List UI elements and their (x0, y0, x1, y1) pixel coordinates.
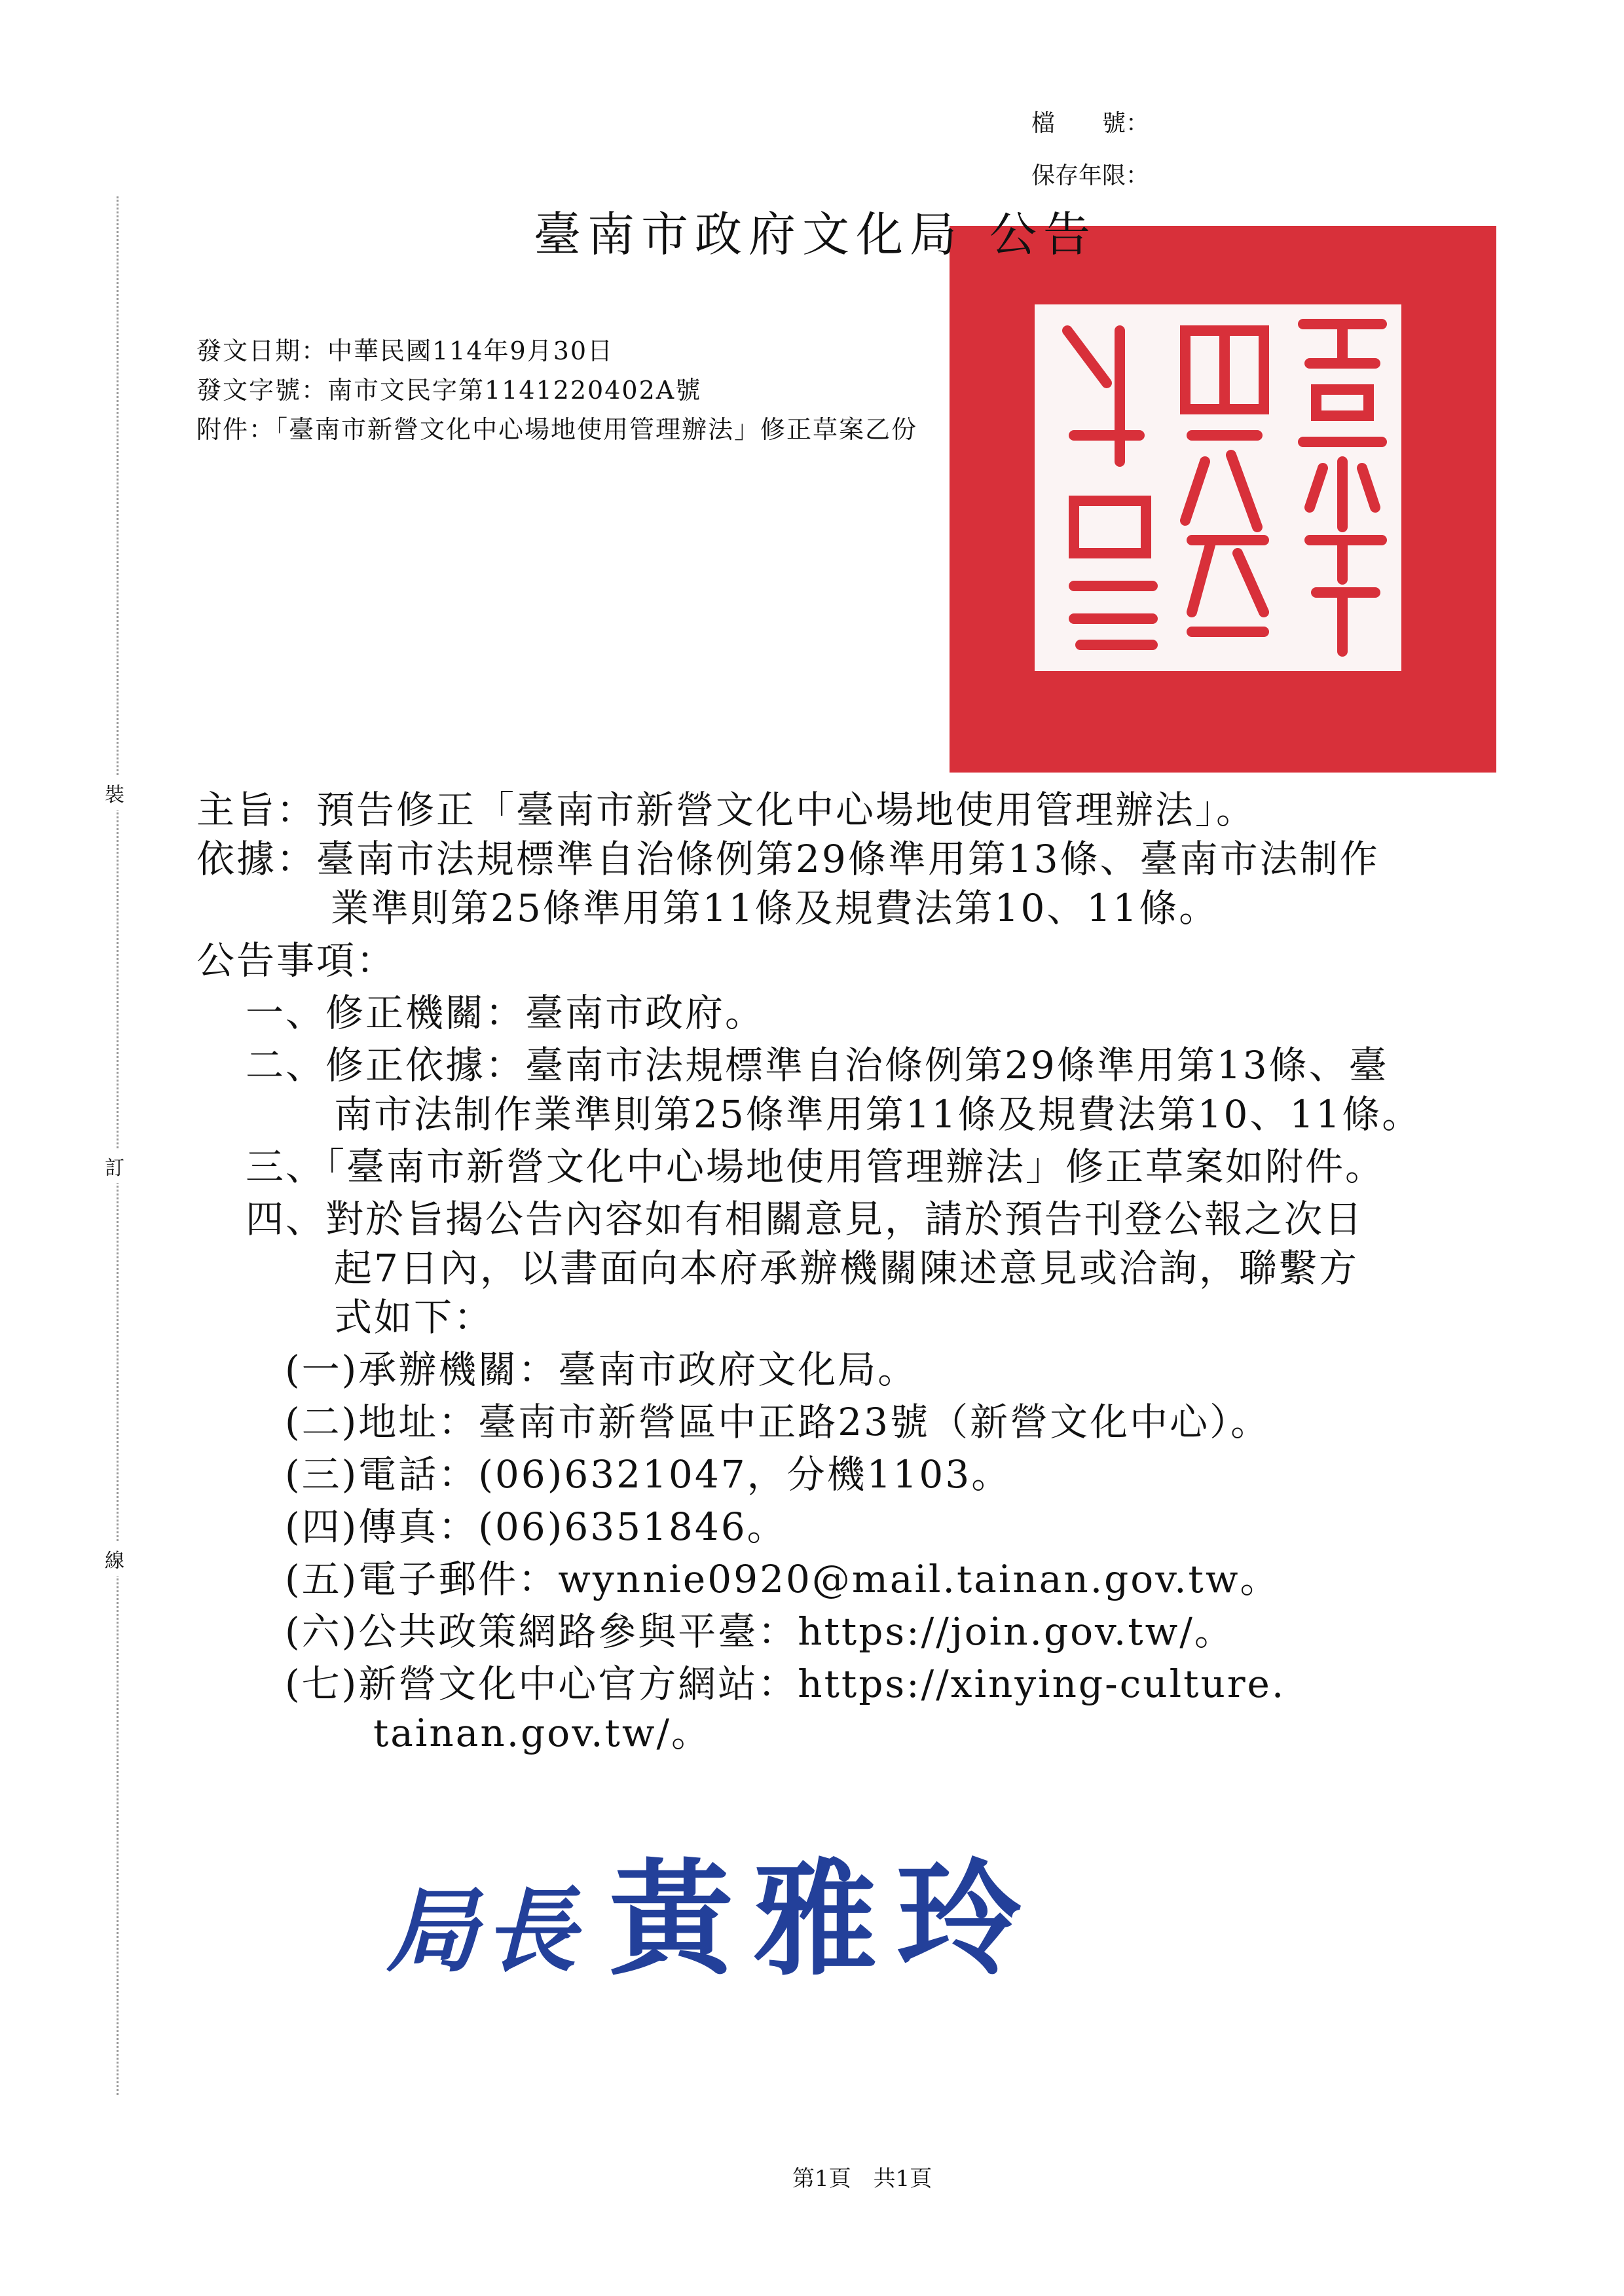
contact-item-number: (七) (285, 1662, 359, 1706)
binding-mark-top: 裝 (105, 776, 124, 810)
contact-item-number: (五) (285, 1557, 359, 1601)
notice-item-text: 修正機關：臺南市政府。 (325, 991, 766, 1035)
document-type: 公告 (989, 207, 1098, 262)
issue-date: 發文日期：中華民國114年9月30日 (196, 337, 614, 365)
notice-item-continuation: 起7日內，以書面向本府承辦機關陳述意見或洽詢，聯繫方 (334, 1246, 1359, 1290)
contact-item-text: 地址：臺南市新營區中正路23號（新營文化中心）。 (358, 1400, 1271, 1444)
subject-label: 主旨： (196, 788, 317, 832)
contact-item-number: (二) (285, 1400, 359, 1444)
contact-item (285, 1653, 1285, 1708)
contact-item (285, 1391, 1270, 1446)
subject-text: 預告修正「臺南市新營文化中心場地使用管理辦法」。 (316, 788, 1257, 832)
notice-item (246, 1034, 1389, 1089)
notice-item-continuation: 南市法制作業準則第25條準用第11條及規費法第10、11條。 (334, 1092, 1422, 1137)
notice-label: 公告事項： (196, 938, 397, 983)
contact-item-text: 公共政策網路參與平臺：https://join.gov.tw/。 (358, 1609, 1234, 1654)
document-number: 發文字號：南市文民字第1141220402A號 (196, 376, 702, 405)
notice-item (246, 1188, 1364, 1243)
contact-item-text: 承辦機關：臺南市政府文化局。 (358, 1347, 918, 1392)
notice-item-number: 一、 (246, 991, 326, 1035)
contact-item-continuation: tainan.gov.tw/。 (373, 1711, 712, 1755)
binding-mark-middle: 訂 (105, 1149, 124, 1183)
contact-item-text: 傳真：(06)6351846。 (358, 1504, 787, 1549)
director-signature (386, 1820, 1041, 1999)
contact-item-number: (六) (285, 1609, 359, 1654)
notice-item-text: 「臺南市新營文化中心場地使用管理辦法」修正草案如附件。 (325, 1144, 1386, 1189)
contact-item (285, 1339, 917, 1394)
basis-text: 臺南市法規標準自治條例第29條準用第13條、臺南市法制作 (316, 837, 1380, 881)
notice-item-text: 修正依據：臺南市法規標準自治條例第29條準用第13條、臺 (325, 1043, 1389, 1087)
seal-legend-glyphs (1035, 304, 1401, 671)
contact-item-text: 電話：(06)6321047，分機1103。 (358, 1452, 1012, 1497)
contact-item-number: (三) (285, 1452, 359, 1497)
page-number: 第1頁 共1頁 (792, 2166, 932, 2192)
notice-item-text: 對於旨揭公告內容如有相關意見，請於預告刊登公報之次日 (325, 1197, 1365, 1241)
document-title (534, 196, 1097, 264)
subject-line (196, 779, 1256, 834)
contact-item-text: 電子郵件：wynnie0920@mail.tainan.gov.tw。 (358, 1557, 1280, 1601)
signature-title: 局長 (386, 1878, 583, 1985)
notice-item-continuation: 式如下： (334, 1295, 494, 1339)
basis-line (196, 828, 1380, 883)
contact-item-number: (四) (285, 1504, 359, 1549)
contact-item (285, 1444, 1011, 1499)
contact-item (285, 1548, 1280, 1603)
issuing-agency: 臺南市政府文化局 (534, 207, 964, 262)
retention-label: 保存年限： (1031, 162, 1150, 189)
basis-label: 依據： (196, 837, 317, 881)
notice-item-number: 四、 (246, 1197, 326, 1241)
contact-item-number: (一) (285, 1347, 359, 1392)
basis-continuation: 業準則第25條準用第11條及規費法第10、11條。 (331, 886, 1219, 930)
contact-item-text: 新營文化中心官方網站：https://xinying-culture. (358, 1662, 1286, 1706)
file-number-label: 檔 號： (1031, 110, 1150, 137)
signature-name: 黃雅玲 (609, 1846, 1042, 1992)
official-seal (950, 226, 1496, 773)
binding-line (117, 196, 119, 2095)
notice-item-number: 二、 (246, 1043, 326, 1087)
notice-item (246, 1136, 1385, 1191)
contact-item (285, 1496, 787, 1551)
notice-item (246, 982, 765, 1037)
contact-item (285, 1601, 1234, 1656)
notice-item-number: 三、 (246, 1144, 326, 1189)
binding-mark-bottom: 線 (105, 1542, 124, 1576)
attachment: 附件：「臺南市新營文化中心場地使用管理辦法」修正草案乙份 (196, 415, 918, 444)
